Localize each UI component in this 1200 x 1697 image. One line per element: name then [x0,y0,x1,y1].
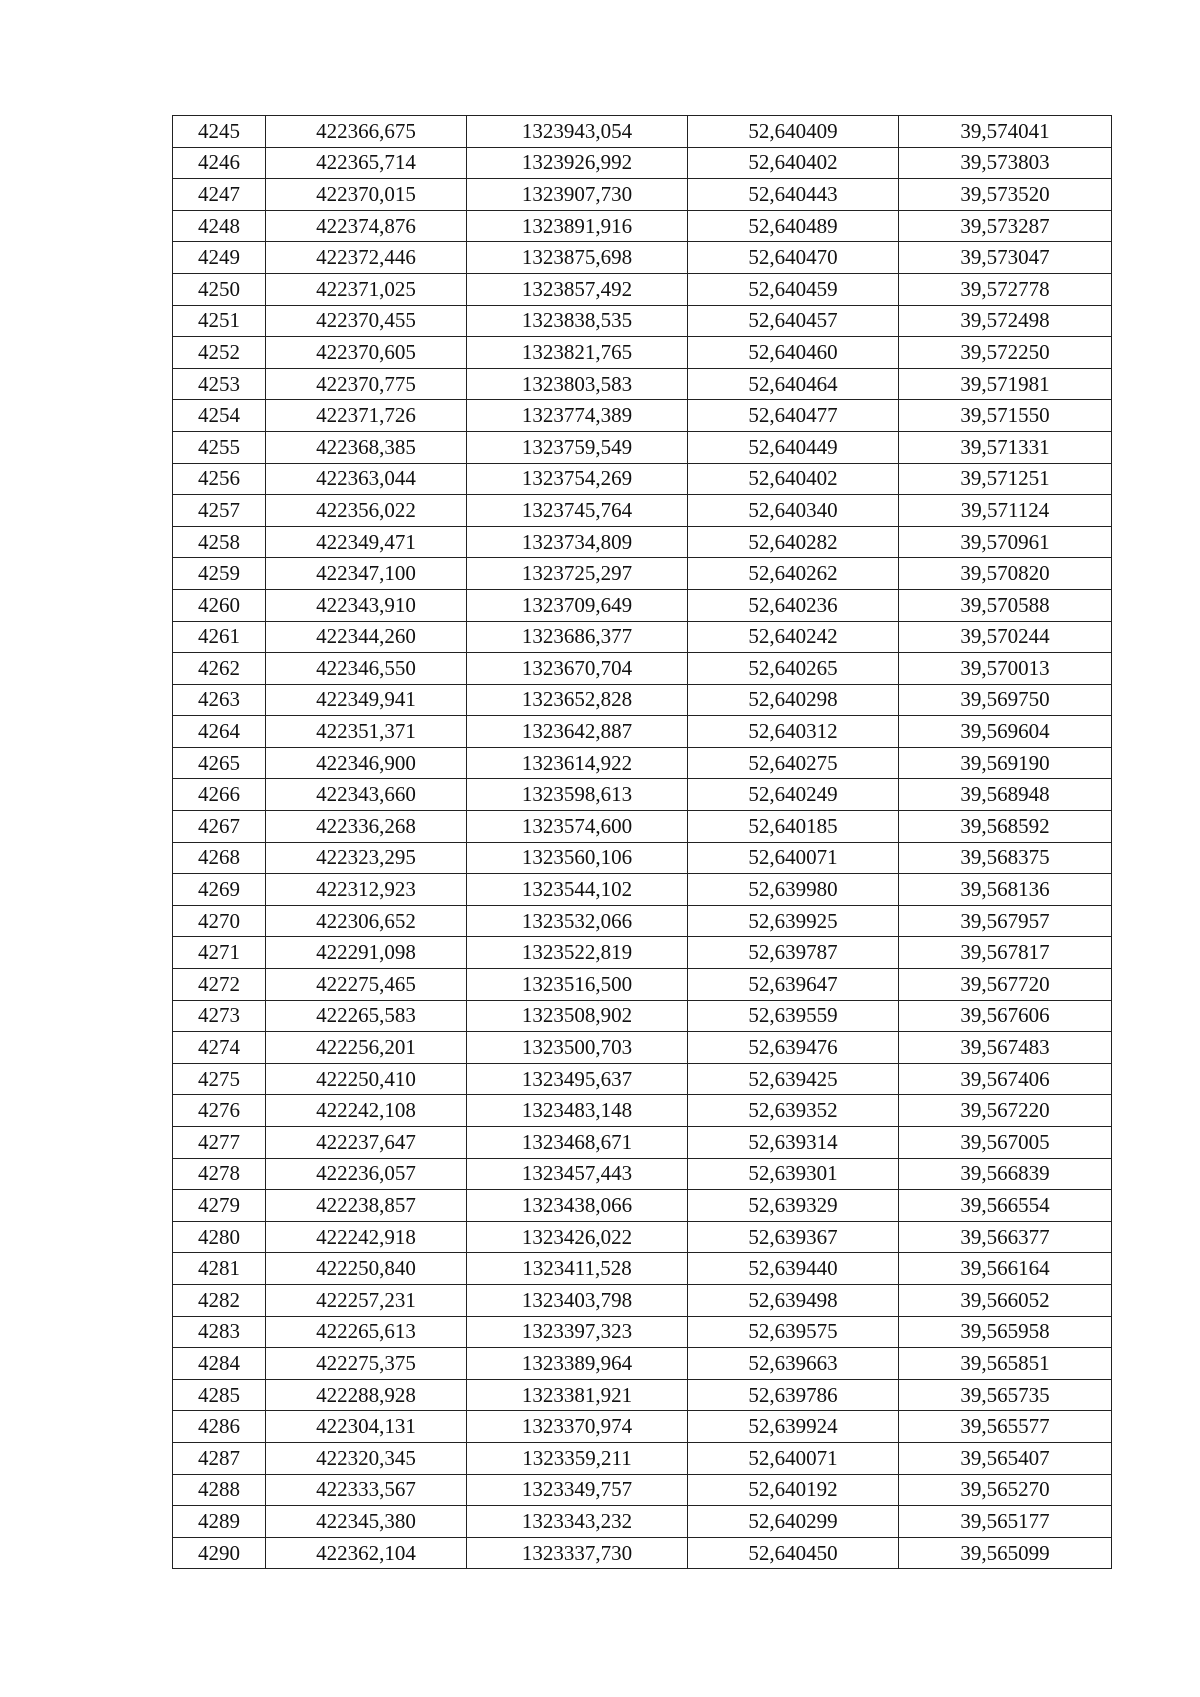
latitude-cell: 52,639329 [688,1190,899,1222]
y-coordinate-cell: 1323516,500 [467,969,688,1001]
longitude-cell: 39,569750 [899,684,1112,716]
x-coordinate-cell: 422257,231 [266,1284,467,1316]
latitude-cell: 52,639663 [688,1348,899,1380]
point-number-cell: 4289 [173,1506,266,1538]
longitude-cell: 39,568592 [899,811,1112,843]
x-coordinate-cell: 422256,201 [266,1032,467,1064]
coordinates-table-body [173,116,1112,1569]
table-row [173,368,1112,400]
table-row [173,400,1112,432]
longitude-cell: 39,572498 [899,305,1112,337]
longitude-cell: 39,567483 [899,1032,1112,1064]
latitude-cell: 52,640249 [688,779,899,811]
latitude-cell: 52,639352 [688,1095,899,1127]
table-row [173,147,1112,179]
longitude-cell: 39,565099 [899,1537,1112,1569]
table-row [173,779,1112,811]
y-coordinate-cell: 1323598,613 [467,779,688,811]
longitude-cell: 39,571251 [899,463,1112,495]
table-row [173,1442,1112,1474]
table-row [173,969,1112,1001]
table-row [173,1506,1112,1538]
latitude-cell: 52,639786 [688,1379,899,1411]
longitude-cell: 39,565177 [899,1506,1112,1538]
latitude-cell: 52,639647 [688,969,899,1001]
x-coordinate-cell: 422336,268 [266,811,467,843]
point-number-cell: 4247 [173,179,266,211]
x-coordinate-cell: 422351,371 [266,716,467,748]
y-coordinate-cell: 1323725,297 [467,558,688,590]
x-coordinate-cell: 422236,057 [266,1158,467,1190]
latitude-cell: 52,640236 [688,589,899,621]
point-number-cell: 4271 [173,937,266,969]
table-row [173,1253,1112,1285]
point-number-cell: 4280 [173,1221,266,1253]
x-coordinate-cell: 422374,876 [266,210,467,242]
x-coordinate-cell: 422275,465 [266,969,467,1001]
longitude-cell: 39,570961 [899,526,1112,558]
latitude-cell: 52,639924 [688,1411,899,1443]
longitude-cell: 39,570588 [899,589,1112,621]
point-number-cell: 4274 [173,1032,266,1064]
longitude-cell: 39,571981 [899,368,1112,400]
x-coordinate-cell: 422346,900 [266,747,467,779]
y-coordinate-cell: 1323574,600 [467,811,688,843]
table-row [173,242,1112,274]
table-row [173,937,1112,969]
x-coordinate-cell: 422312,923 [266,874,467,906]
y-coordinate-cell: 1323754,269 [467,463,688,495]
point-number-cell: 4275 [173,1063,266,1095]
x-coordinate-cell: 422345,380 [266,1506,467,1538]
table-row [173,431,1112,463]
table-row [173,495,1112,527]
longitude-cell: 39,566554 [899,1190,1112,1222]
longitude-cell: 39,569604 [899,716,1112,748]
point-number-cell: 4256 [173,463,266,495]
y-coordinate-cell: 1323652,828 [467,684,688,716]
x-coordinate-cell: 422306,652 [266,905,467,937]
point-number-cell: 4250 [173,273,266,305]
longitude-cell: 39,570244 [899,621,1112,653]
point-number-cell: 4255 [173,431,266,463]
latitude-cell: 52,640312 [688,716,899,748]
point-number-cell: 4248 [173,210,266,242]
x-coordinate-cell: 422242,918 [266,1221,467,1253]
table-row [173,273,1112,305]
table-row [173,1379,1112,1411]
point-number-cell: 4260 [173,589,266,621]
latitude-cell: 52,640185 [688,811,899,843]
table-row [173,1032,1112,1064]
table-row [173,1190,1112,1222]
longitude-cell: 39,566052 [899,1284,1112,1316]
point-number-cell: 4283 [173,1316,266,1348]
x-coordinate-cell: 422291,098 [266,937,467,969]
point-number-cell: 4286 [173,1411,266,1443]
table-row [173,1537,1112,1569]
point-number-cell: 4276 [173,1095,266,1127]
table-row [173,1474,1112,1506]
y-coordinate-cell: 1323803,583 [467,368,688,400]
longitude-cell: 39,565407 [899,1442,1112,1474]
point-number-cell: 4254 [173,400,266,432]
x-coordinate-cell: 422275,375 [266,1348,467,1380]
x-coordinate-cell: 422365,714 [266,147,467,179]
table-row [173,621,1112,653]
latitude-cell: 52,640402 [688,147,899,179]
y-coordinate-cell: 1323426,022 [467,1221,688,1253]
x-coordinate-cell: 422347,100 [266,558,467,590]
longitude-cell: 39,567005 [899,1127,1112,1159]
latitude-cell: 52,639367 [688,1221,899,1253]
y-coordinate-cell: 1323457,443 [467,1158,688,1190]
table-row [173,747,1112,779]
latitude-cell: 52,640470 [688,242,899,274]
y-coordinate-cell: 1323411,528 [467,1253,688,1285]
longitude-cell: 39,570820 [899,558,1112,590]
x-coordinate-cell: 422371,726 [266,400,467,432]
point-number-cell: 4290 [173,1537,266,1569]
point-number-cell: 4266 [173,779,266,811]
y-coordinate-cell: 1323397,323 [467,1316,688,1348]
y-coordinate-cell: 1323468,671 [467,1127,688,1159]
point-number-cell: 4282 [173,1284,266,1316]
point-number-cell: 4272 [173,969,266,1001]
longitude-cell: 39,567957 [899,905,1112,937]
x-coordinate-cell: 422371,025 [266,273,467,305]
table-row [173,842,1112,874]
y-coordinate-cell: 1323381,921 [467,1379,688,1411]
latitude-cell: 52,640242 [688,621,899,653]
x-coordinate-cell: 422343,660 [266,779,467,811]
x-coordinate-cell: 422238,857 [266,1190,467,1222]
point-number-cell: 4279 [173,1190,266,1222]
longitude-cell: 39,567606 [899,1000,1112,1032]
x-coordinate-cell: 422346,550 [266,653,467,685]
latitude-cell: 52,639559 [688,1000,899,1032]
x-coordinate-cell: 422366,675 [266,116,467,148]
point-number-cell: 4264 [173,716,266,748]
point-number-cell: 4269 [173,874,266,906]
longitude-cell: 39,574041 [899,116,1112,148]
latitude-cell: 52,639575 [688,1316,899,1348]
longitude-cell: 39,568948 [899,779,1112,811]
table-row [173,179,1112,211]
longitude-cell: 39,573287 [899,210,1112,242]
y-coordinate-cell: 1323821,765 [467,337,688,369]
latitude-cell: 52,640450 [688,1537,899,1569]
table-row [173,684,1112,716]
point-number-cell: 4281 [173,1253,266,1285]
table-row [173,1411,1112,1443]
point-number-cell: 4287 [173,1442,266,1474]
x-coordinate-cell: 422372,446 [266,242,467,274]
longitude-cell: 39,571331 [899,431,1112,463]
y-coordinate-cell: 1323614,922 [467,747,688,779]
table-row [173,210,1112,242]
latitude-cell: 52,640340 [688,495,899,527]
y-coordinate-cell: 1323522,819 [467,937,688,969]
latitude-cell: 52,640449 [688,431,899,463]
latitude-cell: 52,640299 [688,1506,899,1538]
point-number-cell: 4267 [173,811,266,843]
point-number-cell: 4277 [173,1127,266,1159]
latitude-cell: 52,640460 [688,337,899,369]
table-row [173,1284,1112,1316]
point-number-cell: 4268 [173,842,266,874]
x-coordinate-cell: 422370,015 [266,179,467,211]
y-coordinate-cell: 1323686,377 [467,621,688,653]
y-coordinate-cell: 1323532,066 [467,905,688,937]
y-coordinate-cell: 1323875,698 [467,242,688,274]
latitude-cell: 52,640298 [688,684,899,716]
longitude-cell: 39,566164 [899,1253,1112,1285]
point-number-cell: 4246 [173,147,266,179]
longitude-cell: 39,567220 [899,1095,1112,1127]
latitude-cell: 52,640409 [688,116,899,148]
x-coordinate-cell: 422356,022 [266,495,467,527]
longitude-cell: 39,567817 [899,937,1112,969]
x-coordinate-cell: 422370,605 [266,337,467,369]
x-coordinate-cell: 422250,410 [266,1063,467,1095]
y-coordinate-cell: 1323759,549 [467,431,688,463]
x-coordinate-cell: 422250,840 [266,1253,467,1285]
y-coordinate-cell: 1323349,757 [467,1474,688,1506]
x-coordinate-cell: 422363,044 [266,463,467,495]
x-coordinate-cell: 422288,928 [266,1379,467,1411]
longitude-cell: 39,573803 [899,147,1112,179]
x-coordinate-cell: 422370,455 [266,305,467,337]
latitude-cell: 52,640282 [688,526,899,558]
latitude-cell: 52,640402 [688,463,899,495]
x-coordinate-cell: 422344,260 [266,621,467,653]
table-row [173,1316,1112,1348]
point-number-cell: 4265 [173,747,266,779]
table-row [173,1221,1112,1253]
point-number-cell: 4252 [173,337,266,369]
latitude-cell: 52,639301 [688,1158,899,1190]
latitude-cell: 52,640489 [688,210,899,242]
latitude-cell: 52,640275 [688,747,899,779]
y-coordinate-cell: 1323343,232 [467,1506,688,1538]
point-number-cell: 4261 [173,621,266,653]
table-row [173,1348,1112,1380]
longitude-cell: 39,565270 [899,1474,1112,1506]
longitude-cell: 39,567720 [899,969,1112,1001]
latitude-cell: 52,639925 [688,905,899,937]
x-coordinate-cell: 422370,775 [266,368,467,400]
y-coordinate-cell: 1323838,535 [467,305,688,337]
y-coordinate-cell: 1323500,703 [467,1032,688,1064]
y-coordinate-cell: 1323438,066 [467,1190,688,1222]
y-coordinate-cell: 1323907,730 [467,179,688,211]
longitude-cell: 39,566839 [899,1158,1112,1190]
x-coordinate-cell: 422242,108 [266,1095,467,1127]
table-row [173,337,1112,369]
latitude-cell: 52,640477 [688,400,899,432]
x-coordinate-cell: 422343,910 [266,589,467,621]
y-coordinate-cell: 1323389,964 [467,1348,688,1380]
longitude-cell: 39,567406 [899,1063,1112,1095]
table-row [173,1000,1112,1032]
point-number-cell: 4288 [173,1474,266,1506]
longitude-cell: 39,565735 [899,1379,1112,1411]
y-coordinate-cell: 1323774,389 [467,400,688,432]
x-coordinate-cell: 422349,941 [266,684,467,716]
longitude-cell: 39,571124 [899,495,1112,527]
point-number-cell: 4263 [173,684,266,716]
x-coordinate-cell: 422362,104 [266,1537,467,1569]
longitude-cell: 39,571550 [899,400,1112,432]
x-coordinate-cell: 422237,647 [266,1127,467,1159]
latitude-cell: 52,639498 [688,1284,899,1316]
y-coordinate-cell: 1323544,102 [467,874,688,906]
y-coordinate-cell: 1323495,637 [467,1063,688,1095]
latitude-cell: 52,640071 [688,1442,899,1474]
longitude-cell: 39,570013 [899,653,1112,685]
point-number-cell: 4285 [173,1379,266,1411]
table-row [173,716,1112,748]
longitude-cell: 39,572778 [899,273,1112,305]
latitude-cell: 52,639476 [688,1032,899,1064]
x-coordinate-cell: 422349,471 [266,526,467,558]
latitude-cell: 52,640457 [688,305,899,337]
latitude-cell: 52,639440 [688,1253,899,1285]
coordinates-table [172,115,1112,1569]
point-number-cell: 4273 [173,1000,266,1032]
latitude-cell: 52,639425 [688,1063,899,1095]
y-coordinate-cell: 1323670,704 [467,653,688,685]
point-number-cell: 4259 [173,558,266,590]
x-coordinate-cell: 422304,131 [266,1411,467,1443]
longitude-cell: 39,568375 [899,842,1112,874]
longitude-cell: 39,568136 [899,874,1112,906]
point-number-cell: 4253 [173,368,266,400]
y-coordinate-cell: 1323370,974 [467,1411,688,1443]
latitude-cell: 52,640071 [688,842,899,874]
table-row [173,463,1112,495]
longitude-cell: 39,565851 [899,1348,1112,1380]
latitude-cell: 52,640464 [688,368,899,400]
table-row [173,558,1112,590]
point-number-cell: 4251 [173,305,266,337]
y-coordinate-cell: 1323734,809 [467,526,688,558]
table-row [173,526,1112,558]
point-number-cell: 4284 [173,1348,266,1380]
latitude-cell: 52,639314 [688,1127,899,1159]
x-coordinate-cell: 422320,345 [266,1442,467,1474]
table-row [173,1158,1112,1190]
table-row [173,905,1112,937]
table-row [173,874,1112,906]
point-number-cell: 4278 [173,1158,266,1190]
y-coordinate-cell: 1323943,054 [467,116,688,148]
table-row [173,116,1112,148]
point-number-cell: 4258 [173,526,266,558]
x-coordinate-cell: 422323,295 [266,842,467,874]
y-coordinate-cell: 1323483,148 [467,1095,688,1127]
longitude-cell: 39,569190 [899,747,1112,779]
point-number-cell: 4270 [173,905,266,937]
y-coordinate-cell: 1323403,798 [467,1284,688,1316]
longitude-cell: 39,566377 [899,1221,1112,1253]
x-coordinate-cell: 422265,613 [266,1316,467,1348]
table-row [173,1063,1112,1095]
longitude-cell: 39,565577 [899,1411,1112,1443]
longitude-cell: 39,572250 [899,337,1112,369]
point-number-cell: 4257 [173,495,266,527]
x-coordinate-cell: 422368,385 [266,431,467,463]
point-number-cell: 4262 [173,653,266,685]
y-coordinate-cell: 1323508,902 [467,1000,688,1032]
latitude-cell: 52,639980 [688,874,899,906]
x-coordinate-cell: 422333,567 [266,1474,467,1506]
y-coordinate-cell: 1323560,106 [467,842,688,874]
latitude-cell: 52,639787 [688,937,899,969]
y-coordinate-cell: 1323359,211 [467,1442,688,1474]
table-row [173,589,1112,621]
table-row [173,305,1112,337]
y-coordinate-cell: 1323891,916 [467,210,688,242]
latitude-cell: 52,640265 [688,653,899,685]
table-row [173,811,1112,843]
table-row [173,1127,1112,1159]
point-number-cell: 4245 [173,116,266,148]
y-coordinate-cell: 1323745,764 [467,495,688,527]
y-coordinate-cell: 1323709,649 [467,589,688,621]
latitude-cell: 52,640262 [688,558,899,590]
longitude-cell: 39,573520 [899,179,1112,211]
latitude-cell: 52,640443 [688,179,899,211]
table-row [173,1095,1112,1127]
point-number-cell: 4249 [173,242,266,274]
longitude-cell: 39,573047 [899,242,1112,274]
y-coordinate-cell: 1323857,492 [467,273,688,305]
latitude-cell: 52,640459 [688,273,899,305]
y-coordinate-cell: 1323337,730 [467,1537,688,1569]
longitude-cell: 39,565958 [899,1316,1112,1348]
y-coordinate-cell: 1323642,887 [467,716,688,748]
table-row [173,653,1112,685]
latitude-cell: 52,640192 [688,1474,899,1506]
y-coordinate-cell: 1323926,992 [467,147,688,179]
x-coordinate-cell: 422265,583 [266,1000,467,1032]
